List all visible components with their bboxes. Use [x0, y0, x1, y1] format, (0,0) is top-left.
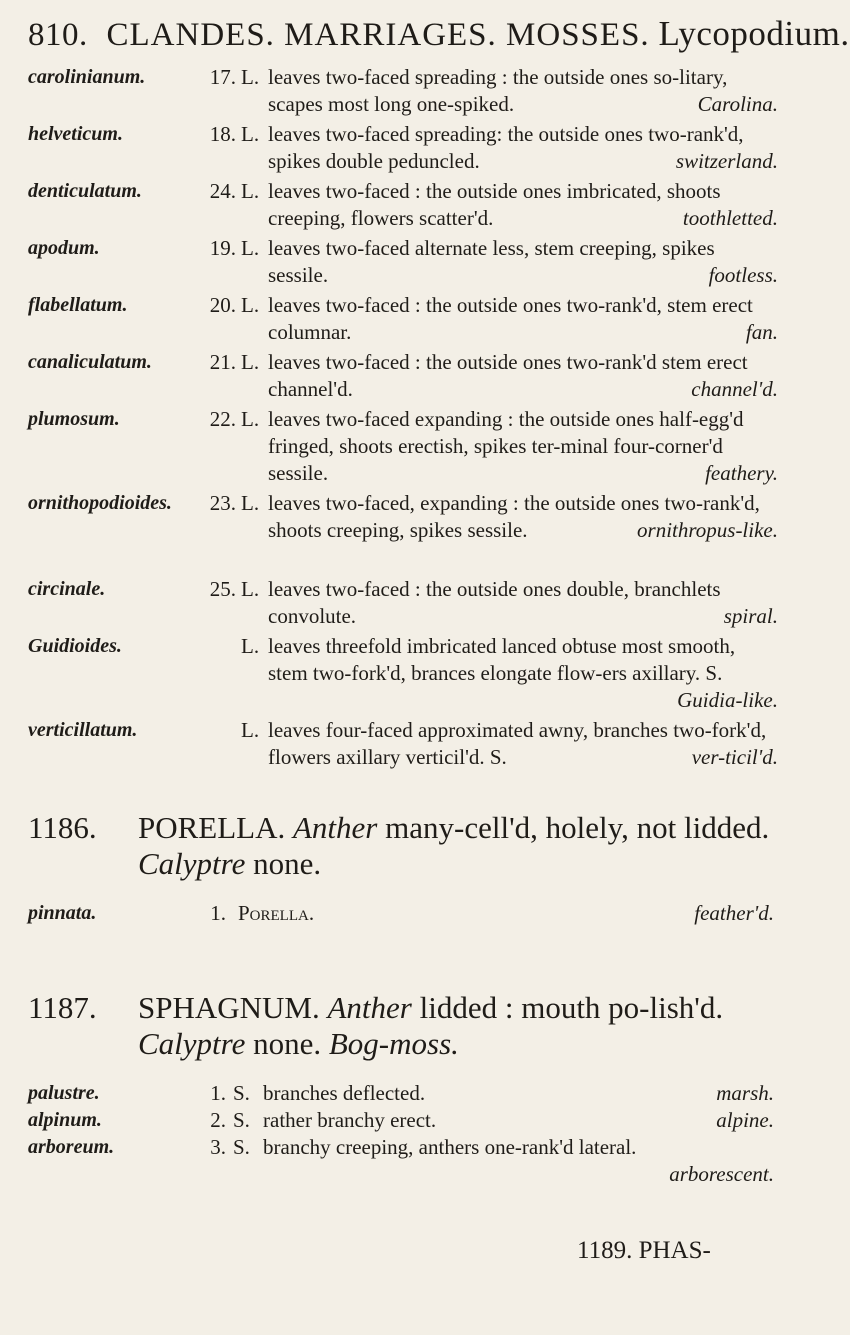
species-name: circinale. — [28, 578, 106, 600]
species-name: Guidioides. — [28, 635, 122, 657]
species-name: denticulatum. — [28, 180, 142, 202]
species-name: palustre. — [28, 1082, 100, 1104]
english-name: ornithropus-like. — [637, 518, 778, 542]
genus-number: 1186. — [28, 810, 97, 845]
species-number: 3. — [210, 1135, 226, 1159]
species-name: alpinum. — [28, 1109, 102, 1131]
species-number: 22. — [209, 407, 236, 431]
english-name: ver-ticil'd. — [691, 745, 778, 769]
species-description: leaves two-faced spreading : the outside ones so-litary, scapes most long one-spiked. — [268, 65, 728, 116]
species-name: flabellatum. — [28, 294, 128, 316]
species-number: 1. — [210, 901, 226, 925]
species-number: 24. — [209, 179, 236, 203]
species-number: 18. — [209, 122, 236, 146]
english-name: feathery. — [705, 461, 778, 485]
anther-description: lidded : mouth po-lish'd. — [419, 990, 724, 1025]
species-description: leaves two-faced, expanding : the outside ones two-rank'd, shoots creeping, spikes sessile. — [268, 491, 760, 542]
genus-abbrev: L. — [241, 179, 260, 203]
anther-label: Anther — [327, 990, 412, 1025]
species-number: 23. — [209, 491, 236, 515]
species-number: 20. — [209, 293, 236, 317]
anther-label: Anther — [293, 810, 378, 845]
species-description: leaves two-faced : the outside ones two-rank'd, stem erect columnar. — [268, 293, 753, 344]
english-name: switzerland. — [675, 149, 778, 173]
genus-abbrev: L. — [241, 718, 260, 742]
english-name: footless. — [708, 263, 778, 287]
genus-abbrev: L. — [241, 293, 260, 317]
english-name: arborescent. — [669, 1162, 774, 1186]
genus-abbrev: L. — [241, 577, 260, 601]
genus-abbrev: Porella. — [238, 901, 315, 925]
species-description: leaves two-faced expanding : the outside ones half-egg'd fringed, shoots erectish, spikes ter-minal four-corner'd sessile. — [268, 407, 744, 485]
species-name: canaliculatum. — [28, 351, 152, 373]
species-name: verticillatum. — [28, 719, 138, 741]
english-name: alpine. — [716, 1108, 774, 1132]
english-name: Guidia-like. — [677, 688, 778, 712]
genus-abbrev: L. — [241, 65, 260, 89]
species-number: 17. — [209, 65, 236, 89]
calyptre-label: Calyptre — [138, 846, 246, 881]
genus-abbrev: L. — [241, 236, 260, 260]
species-description: leaves two-faced : the outside ones double, branchlets convolute. — [268, 577, 721, 628]
english-genus-name: Bog-moss. — [328, 1026, 459, 1061]
genus-abbrev: L. — [241, 407, 260, 431]
english-name: marsh. — [716, 1081, 774, 1105]
genus-abbrev: L. — [241, 491, 260, 515]
genus-abbrev: S. — [233, 1081, 250, 1105]
english-name: spiral. — [723, 604, 778, 628]
page-header — [28, 14, 850, 54]
genus-abbrev: L. — [241, 634, 260, 658]
calyptre-label: Calyptre — [138, 1026, 246, 1061]
species-description: branches deflected. — [263, 1081, 426, 1105]
genus-name: PORELLA. — [138, 810, 286, 845]
english-name: toothletted. — [682, 206, 778, 230]
species-name: apodum. — [28, 237, 100, 259]
species-name: ornithopodioides. — [28, 492, 172, 514]
genus-abbrev: S. — [233, 1108, 250, 1132]
species-description: leaves two-faced spreading: the outside ones two-rank'd, spikes double peduncled. — [268, 122, 744, 173]
calyptre-description: none. — [253, 1026, 322, 1061]
english-name: Carolina. — [697, 92, 778, 116]
english-name: fan. — [745, 320, 778, 344]
species-description: leaves two-faced alternate less, stem creeping, spikes sessile. — [268, 236, 715, 287]
genus-number: 1187. — [28, 990, 97, 1025]
header-genus: Lycopodium. — [658, 14, 850, 53]
species-number: 21. — [209, 350, 236, 374]
species-description: rather branchy erect. — [263, 1108, 437, 1132]
catchword: 1189. PHAS- — [577, 1237, 711, 1264]
species-name: carolinianum. — [28, 66, 146, 88]
english-name: channel'd. — [691, 377, 778, 401]
calyptre-description: none. — [253, 846, 322, 881]
species-description: leaves threefold imbricated lanced obtuse most smooth, stem two-fork'd, brances elongate flow-ers axillary. S. — [268, 634, 736, 685]
species-name: plumosum. — [28, 408, 120, 430]
genus-abbrev: L. — [241, 122, 260, 146]
genus-abbrev: S. — [233, 1135, 250, 1159]
species-description: branchy creeping, anthers one-rank'd lateral. — [263, 1135, 637, 1159]
species-number: 25. — [209, 577, 236, 601]
species-name: pinnata. — [28, 902, 97, 924]
genus-name: SPHAGNUM. — [138, 990, 320, 1025]
anther-description: many-cell'd, holely, not lidded. — [385, 810, 770, 845]
species-name: arboreum. — [28, 1136, 115, 1158]
page-number: 810. — [28, 17, 88, 53]
species-description: leaves two-faced : the outside ones two-rank'd stem erect channel'd. — [268, 350, 748, 401]
species-number: 19. — [209, 236, 236, 260]
species-number: 1. — [210, 1081, 226, 1105]
header-title: CLANDES. MARRIAGES. MOSSES. — [106, 17, 650, 53]
genus-abbrev: L. — [241, 350, 260, 374]
species-description: leaves two-faced : the outside ones imbricated, shoots creeping, flowers scatter'd. — [268, 179, 721, 230]
species-name: helveticum. — [28, 123, 123, 145]
species-number: 2. — [210, 1108, 226, 1132]
species-description: leaves four-faced approximated awny, branches two-fork'd, flowers axillary verticil'd. S. — [268, 718, 767, 769]
english-name: feather'd. — [694, 901, 774, 925]
